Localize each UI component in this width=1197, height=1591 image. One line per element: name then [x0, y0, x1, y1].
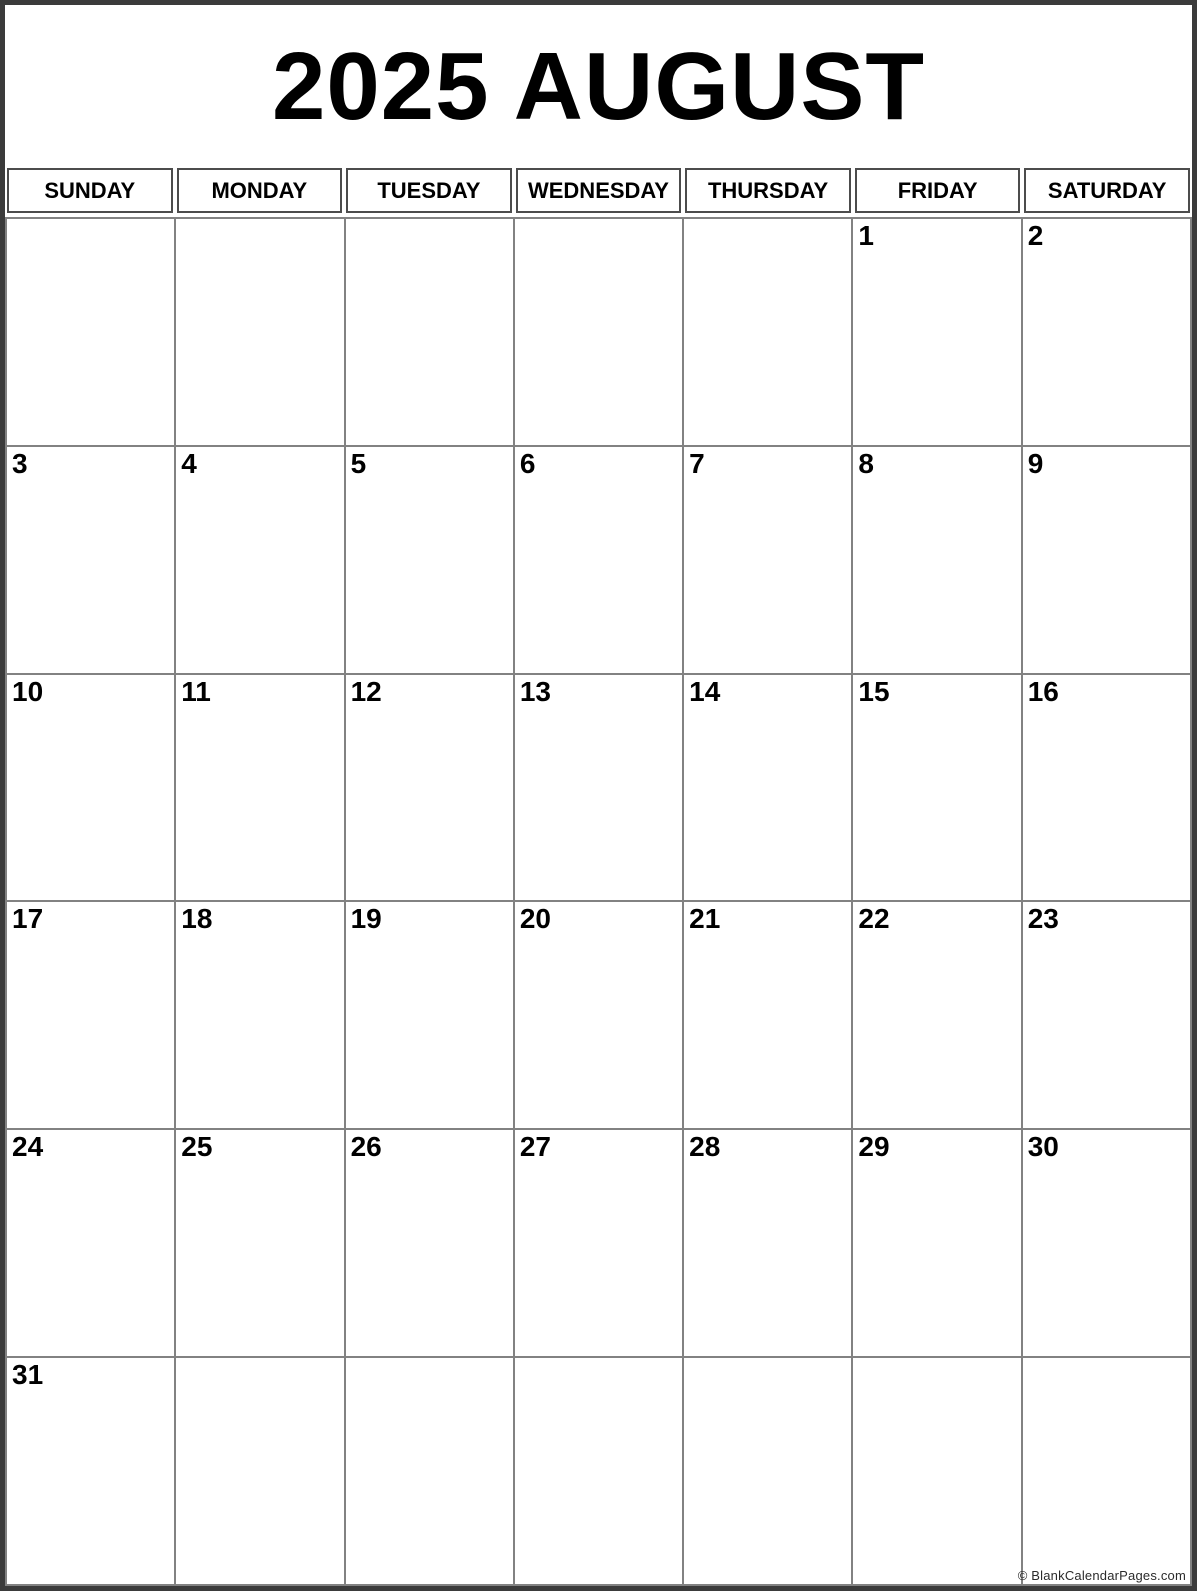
calendar-title: 2025 AUGUST: [272, 32, 925, 140]
day-number: 30: [1027, 1131, 1059, 1163]
weekday-header-wednesday: WEDNESDAY: [516, 168, 682, 213]
day-number: 12: [350, 675, 382, 707]
day-cell: [1022, 674, 1191, 902]
day-cell: [1022, 901, 1191, 1129]
weekday-header-saturday: SATURDAY: [1024, 168, 1190, 213]
day-number: 26: [350, 1131, 382, 1163]
day-cell: [852, 1129, 1021, 1357]
day-number: 1: [858, 220, 874, 251]
day-cell: [514, 674, 683, 902]
day-cell: [345, 218, 514, 446]
weekday-header-thursday: THURSDAY: [685, 168, 851, 213]
day-number: 29: [858, 1131, 890, 1163]
day-cell: [852, 674, 1021, 902]
day-number: 17: [12, 903, 44, 935]
day-cell: [345, 674, 514, 902]
day-number: 10: [12, 675, 44, 707]
day-cell: [683, 1357, 852, 1585]
day-number: 20: [519, 903, 551, 935]
day-cell: [6, 446, 175, 674]
weekday-header-monday: MONDAY: [177, 168, 343, 213]
week-row: [6, 901, 1191, 1129]
day-number: 21: [689, 903, 721, 935]
day-cell: [1022, 446, 1191, 674]
day-cell: [514, 901, 683, 1129]
day-number: 22: [858, 903, 890, 935]
day-cell: [514, 218, 683, 446]
day-cell: [1017, 1357, 1191, 1585]
day-cell: [1022, 1129, 1191, 1357]
day-cell: [852, 1357, 1021, 1585]
day-number: 31: [12, 1359, 44, 1391]
day-number: 25: [181, 1131, 213, 1163]
day-cell: [175, 901, 344, 1129]
day-cell: [6, 1129, 175, 1357]
day-cell: [683, 901, 852, 1129]
day-cell: [345, 446, 514, 674]
day-cell: [175, 1129, 344, 1357]
day-number: 13: [519, 675, 551, 707]
day-cell: [6, 674, 175, 902]
day-cell: [345, 1357, 514, 1585]
day-number: 11: [181, 675, 211, 707]
day-cell: [175, 1357, 344, 1585]
day-cell: [852, 218, 1021, 446]
day-number: 28: [689, 1131, 721, 1163]
day-cell: [6, 901, 175, 1129]
day-number: 5: [350, 447, 367, 479]
day-cell: [852, 446, 1021, 674]
day-number: 9: [1027, 447, 1044, 479]
weekday-header-friday: FRIDAY: [855, 168, 1021, 213]
day-number: 27: [519, 1131, 551, 1163]
weekday-header-tuesday: TUESDAY: [346, 168, 512, 213]
day-number: 23: [1027, 903, 1059, 935]
week-row: [6, 1129, 1191, 1357]
day-number: 4: [181, 447, 197, 479]
day-cell: [6, 218, 175, 446]
day-cell: [345, 1129, 514, 1357]
day-number: 3: [12, 447, 28, 479]
day-number: 16: [1027, 675, 1059, 707]
day-cell: [514, 1357, 683, 1585]
week-row: [6, 218, 1191, 446]
copyright-credit: © BlankCalendarPages.com: [1017, 1568, 1186, 1583]
day-cell: [683, 218, 852, 446]
day-number: 8: [858, 447, 874, 479]
day-cell: [345, 901, 514, 1129]
day-number: 14: [689, 675, 721, 707]
day-cell: [514, 1129, 683, 1357]
day-cell: [175, 674, 344, 902]
week-row: [6, 1357, 1191, 1585]
day-cell: [852, 901, 1021, 1129]
day-cell: [683, 1129, 852, 1357]
day-cell: [175, 446, 344, 674]
day-cell: [6, 1357, 175, 1585]
day-cell: [683, 446, 852, 674]
day-cell: [1022, 218, 1191, 446]
day-number: 7: [689, 447, 705, 479]
weekday-header-row: [5, 168, 1192, 213]
day-number: 15: [858, 675, 890, 707]
day-number: 2: [1027, 220, 1044, 251]
weekday-header-sunday: SUNDAY: [7, 168, 173, 213]
day-number: 19: [350, 903, 382, 935]
week-row: [6, 674, 1191, 902]
week-row: [6, 446, 1191, 674]
day-number: 18: [181, 903, 213, 935]
calendar-grid: [5, 217, 1192, 1586]
day-number: 6: [519, 447, 536, 479]
day-cell: [683, 674, 852, 902]
day-number: 24: [12, 1131, 44, 1163]
day-cell: [514, 446, 683, 674]
day-cell: [175, 218, 344, 446]
